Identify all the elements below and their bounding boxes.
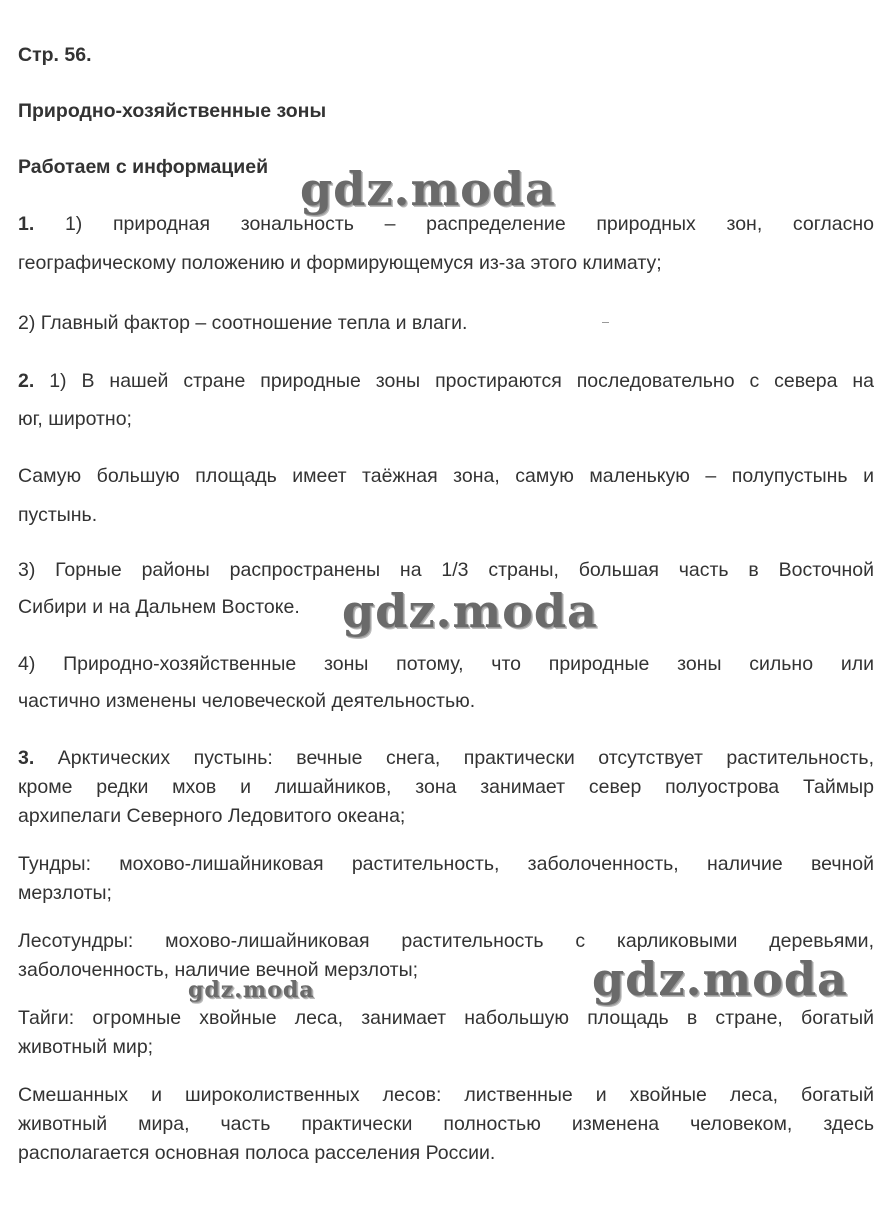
forest-tundra-line-2: заболоченность, наличие вечной мерзлоты; (18, 959, 419, 981)
taiga-line-1: Тайги: огромные хвойные леса, занимает набольшую площадь в стране, богатый (18, 1007, 874, 1029)
mixed-forest-line-3: располагается основная полоса расселения России. (18, 1142, 496, 1164)
mixed-forest-line-2: животный мира, часть практически полностью изменена человеком, здесь (18, 1113, 874, 1135)
section-heading: Работаем с информацией (18, 156, 269, 178)
tundra-line-1: Тундры: мохово-лишайниковая растительность, заболоченность, наличие вечной (18, 853, 874, 875)
taiga-line-2: животный мир; (18, 1036, 154, 1058)
answer-3-line-1: 3. Арктических пустынь: вечные снега, практически отсутствует растительность, (18, 747, 874, 769)
answer-1-paragraph-2: 2) Главный фактор – соотношение тепла и влаги. (18, 312, 468, 334)
watermark-bottom-right: gdz.moda (592, 952, 848, 1006)
answer-2-paragraph-3-line-1: 3) Горные районы распространены на 1/3 страны, большая часть в Восточной (18, 559, 874, 581)
mixed-forest-line-1: Смешанных и широколиственных лесов: лиственные и хвойные леса, богатый (18, 1084, 874, 1106)
page-title: Природно-хозяйственные зоны (18, 100, 327, 122)
answer-2-line-2: юг, широтно; (18, 408, 132, 430)
watermark-middle: gdz.moda (342, 584, 598, 638)
answer-1-number: 1. (18, 213, 35, 235)
tundra-line-2: мерзлоты; (18, 882, 112, 904)
stray-mark (602, 322, 609, 323)
watermark-top: gdz.moda (300, 162, 556, 216)
answer-1-line-1: 1. 1) природная зональность – распределение природных зон, согласно (18, 213, 874, 235)
answer-3-line-3: архипелаги Северного Ледовитого океана; (18, 805, 406, 827)
answer-3-number: 3. (18, 747, 35, 769)
watermark-bottom-small: gdz.moda (188, 977, 315, 1003)
answer-2-number: 2. (18, 370, 35, 392)
forest-tundra-line-1: Лесотундры: мохово-лишайниковая растительность с карликовыми деревьями, (18, 930, 874, 952)
answer-2-paragraph-2-line-2: пустынь. (18, 504, 98, 526)
page-number: Стр. 56. (18, 44, 92, 66)
answer-2-paragraph-3-line-2: Сибири и на Дальнем Востоке. (18, 596, 300, 618)
answer-1-line-2: географическому положению и формирующемуся из-за этого климату; (18, 252, 662, 274)
answer-2-paragraph-4-line-1: 4) Природно-хозяйственные зоны потому, что природные зоны сильно или (18, 653, 874, 675)
answer-3-line-2: кроме редки мхов и лишайников, зона занимает север полуострова Таймыр (18, 776, 874, 798)
answer-2-line-1: 2. 1) В нашей стране природные зоны простираются последовательно с севера на (18, 370, 874, 392)
answer-2-paragraph-4-line-2: частично изменены человеческой деятельностью. (18, 690, 476, 712)
answer-2-paragraph-2-line-1: Самую большую площадь имеет таёжная зона, самую маленькую – полупустынь и (18, 465, 874, 487)
